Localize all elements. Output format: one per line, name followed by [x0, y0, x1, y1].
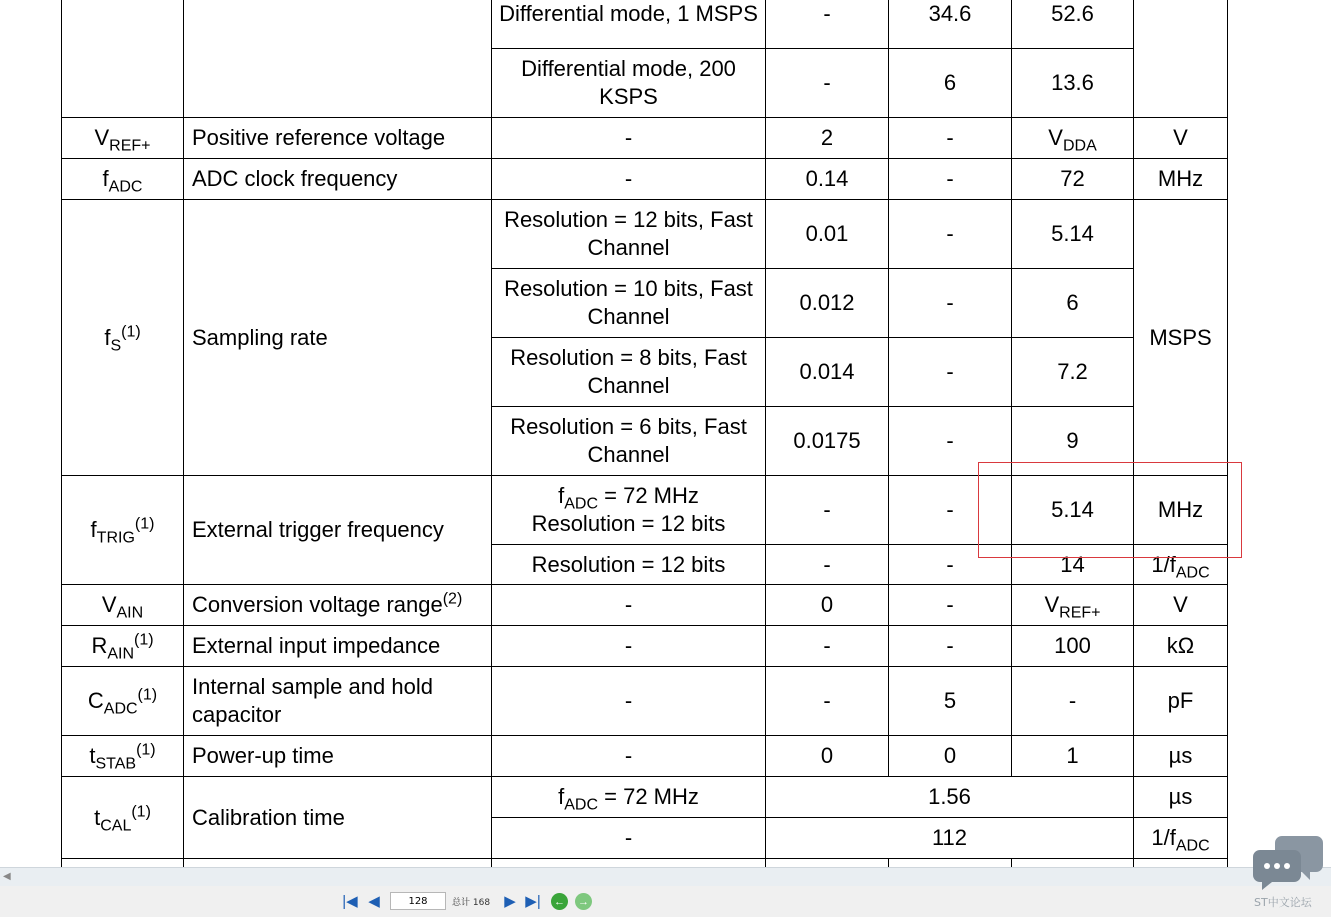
- symbol-cell: $f_{TRIG}^{(1)}$: [62, 476, 184, 585]
- back-icon[interactable]: ←: [551, 893, 568, 910]
- min-cell: 0.01: [766, 200, 889, 269]
- symbol-cell: $f_{ADC}$: [62, 159, 184, 200]
- min-cell: 2: [766, 118, 889, 159]
- max-cell: 5.14: [1012, 200, 1134, 269]
- unit-cell: µs: [1134, 777, 1228, 818]
- min-cell: -: [766, 626, 889, 667]
- min-cell: -: [766, 667, 889, 736]
- table-row: [62, 626, 1228, 667]
- unit-cell: kΩ: [1134, 626, 1228, 667]
- symbol-cell: [62, 0, 184, 118]
- page-number-input[interactable]: [390, 892, 446, 910]
- max-cell: 7.2: [1012, 338, 1134, 407]
- unit-cell: pF: [1134, 667, 1228, 736]
- total-pages-label: 总计 168: [452, 897, 491, 908]
- min-cell: 0: [766, 585, 889, 626]
- parameter-cell: External trigger frequency: [184, 476, 492, 585]
- conditions-cell: Resolution = 8 bits, Fast Channel: [492, 338, 766, 407]
- min-cell: 0.0175: [766, 407, 889, 476]
- previous-page-icon[interactable]: ◀: [368, 893, 380, 910]
- typ-cell: -: [889, 200, 1012, 269]
- viewer-toolbar: [0, 886, 1331, 917]
- table-row: [62, 585, 1228, 626]
- typ-cell: -: [889, 476, 1012, 545]
- min-cell: 0.14: [766, 159, 889, 200]
- merged-value-cell: 1.56: [766, 777, 1134, 818]
- adc-characteristics-table: [61, 0, 1228, 900]
- unit-cell: V: [1134, 585, 1228, 626]
- conditions-cell: -: [492, 667, 766, 736]
- symbol-cell: $f_S^{(1)}$: [62, 200, 184, 476]
- forward-icon[interactable]: →: [575, 893, 592, 910]
- unit-cell: $1/f_{ADC}$: [1134, 818, 1228, 859]
- typ-cell: 5: [889, 667, 1012, 736]
- chat-bubble-icon[interactable]: [1252, 834, 1324, 890]
- max-cell: 13.6: [1012, 49, 1134, 118]
- conditions-cell: $f_{ADC} = 72$ MHz: [492, 777, 766, 818]
- max-cell: 5.14: [1012, 476, 1134, 545]
- parameter-cell: Power-up time: [184, 736, 492, 777]
- min-cell: 0.012: [766, 269, 889, 338]
- typ-cell: -: [889, 407, 1012, 476]
- conditions-cell: $f_{ADC} = 72$ MHz Resolution = 12 bits: [492, 476, 766, 545]
- symbol-cell: $C_{ADC}^{(1)}$: [62, 667, 184, 736]
- symbol-cell: $V_{AIN}$: [62, 585, 184, 626]
- conditions-cell: -: [492, 818, 766, 859]
- parameter-cell: [184, 0, 492, 118]
- conditions-cell: Differential mode, 1 MSPS: [492, 0, 766, 49]
- max-cell: 6: [1012, 269, 1134, 338]
- unit-cell: MHz: [1134, 159, 1228, 200]
- typ-cell: -: [889, 269, 1012, 338]
- table-row: [62, 667, 1228, 736]
- last-page-icon[interactable]: ▶|: [525, 893, 541, 910]
- table-row: [62, 736, 1228, 777]
- parameter-cell: Calibration time: [184, 777, 492, 859]
- conditions-cell: Resolution = 6 bits, Fast Channel: [492, 407, 766, 476]
- min-cell: 0.014: [766, 338, 889, 407]
- table-row: [62, 118, 1228, 159]
- max-cell: $V_{REF+}$: [1012, 585, 1134, 626]
- typ-cell: -: [889, 118, 1012, 159]
- table-row: [62, 0, 1228, 49]
- unit-cell: MSPS: [1134, 200, 1228, 476]
- min-cell: -: [766, 0, 889, 49]
- scroll-left-icon[interactable]: ◀: [3, 871, 11, 882]
- next-page-icon[interactable]: ▶: [504, 893, 516, 910]
- horizontal-scrollbar[interactable]: [0, 867, 1331, 886]
- conditions-cell: Differential mode, 200 KSPS: [492, 49, 766, 118]
- max-cell: 72: [1012, 159, 1134, 200]
- conditions-cell: -: [492, 118, 766, 159]
- max-cell: 9: [1012, 407, 1134, 476]
- min-cell: -: [766, 545, 889, 585]
- parameter-cell: External input impedance: [184, 626, 492, 667]
- typ-cell: -: [889, 626, 1012, 667]
- max-cell: 14: [1012, 545, 1134, 585]
- highlight-annotation-box: [978, 462, 1242, 558]
- table-row: [62, 777, 1228, 818]
- parameter-cell: Conversion voltage range$^{(2)}$: [184, 585, 492, 626]
- table-row: [62, 159, 1228, 200]
- max-cell: 100: [1012, 626, 1134, 667]
- parameter-cell: ADC clock frequency: [184, 159, 492, 200]
- typ-cell: 6: [889, 49, 1012, 118]
- unit-cell: µs: [1134, 736, 1228, 777]
- merged-value-cell: 112: [766, 818, 1134, 859]
- conditions-cell: -: [492, 626, 766, 667]
- unit-cell: V: [1134, 118, 1228, 159]
- symbol-cell: $t_{CAL}^{(1)}$: [62, 777, 184, 859]
- conditions-cell: -: [492, 159, 766, 200]
- conditions-cell: -: [492, 585, 766, 626]
- typ-cell: -: [889, 545, 1012, 585]
- typ-cell: 0: [889, 736, 1012, 777]
- unit-cell: [1134, 0, 1228, 118]
- conditions-cell: -: [492, 736, 766, 777]
- typ-cell: -: [889, 585, 1012, 626]
- max-cell: 52.6: [1012, 0, 1134, 49]
- min-cell: 0: [766, 736, 889, 777]
- typ-cell: -: [889, 338, 1012, 407]
- unit-cell: MHz: [1134, 476, 1228, 545]
- symbol-cell: $t_{STAB}^{(1)}$: [62, 736, 184, 777]
- conditions-cell: Resolution = 12 bits: [492, 545, 766, 585]
- conditions-cell: Resolution = 12 bits, Fast Channel: [492, 200, 766, 269]
- forum-brand-label: ST中文论坛: [1254, 896, 1312, 909]
- typ-cell: 34.6: [889, 0, 1012, 49]
- max-cell: $V_{DDA}$: [1012, 118, 1134, 159]
- table-row: [62, 200, 1228, 269]
- max-cell: -: [1012, 667, 1134, 736]
- symbol-cell: $R_{AIN}^{(1)}$: [62, 626, 184, 667]
- symbol-cell: $V_{REF+}$: [62, 118, 184, 159]
- min-cell: -: [766, 49, 889, 118]
- typ-cell: -: [889, 159, 1012, 200]
- parameter-cell: Positive reference voltage: [184, 118, 492, 159]
- conditions-cell: Resolution = 10 bits, Fast Channel: [492, 269, 766, 338]
- first-page-icon[interactable]: |◀: [342, 893, 358, 910]
- parameter-cell: Sampling rate: [184, 200, 492, 476]
- max-cell: 1: [1012, 736, 1134, 777]
- min-cell: -: [766, 476, 889, 545]
- parameter-cell: Internal sample and hold capacitor: [184, 667, 492, 736]
- unit-cell: $1/f_{ADC}$: [1134, 545, 1228, 585]
